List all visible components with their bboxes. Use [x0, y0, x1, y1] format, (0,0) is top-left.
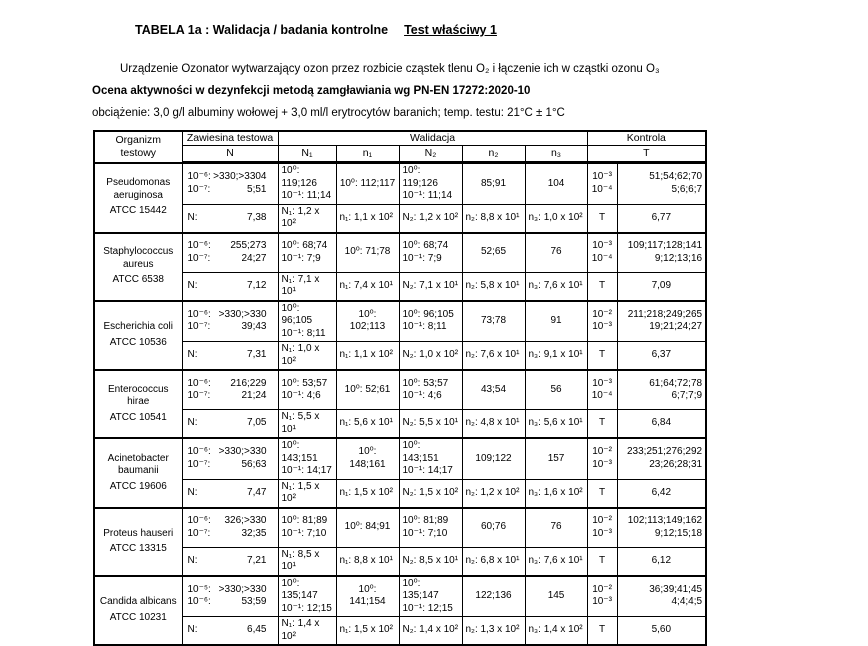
- control-dilutions-cell: [587, 163, 617, 205]
- organism-row-upper: [94, 438, 706, 479]
- N2-counts-line1: 10⁰: 119;126: [402, 165, 438, 189]
- control-dilution-1: 10⁻³: [592, 240, 612, 252]
- suspension-dilution-2: 10⁻⁷:: [187, 321, 211, 333]
- n2-counts-cell: 73;78: [462, 301, 525, 342]
- control-counts-line1: 102;113;149;162: [627, 515, 703, 527]
- control-counts-line2: 9;12;13;16: [654, 252, 703, 264]
- N1-counts-cell: [278, 438, 336, 479]
- n2-counts-cell: 60;76: [462, 508, 525, 548]
- subheader-T: T: [587, 146, 706, 163]
- control-dilution-1: 10⁻²: [592, 583, 612, 595]
- organism-cell: [94, 508, 182, 576]
- control-counts-line1: 233;251;276;292: [627, 446, 703, 458]
- n2-counts-cell: 43;54: [462, 370, 525, 410]
- load-conditions: obciążenie: 3,0 g/l albuminy wołowej + 3,0 ml/l erytrocytów baranich; temp. testu: 21°C ± 1°C: [92, 107, 565, 119]
- n2-result-cell: n₂: 1,3 x 10²: [462, 617, 525, 646]
- N1-counts-line2: 10⁻¹: 7;10: [281, 527, 327, 539]
- suspension-result-value: 6,45: [247, 624, 267, 636]
- document-title: [135, 23, 497, 37]
- suspension-result-cell: [182, 617, 278, 646]
- suspension-dilution-2: 10⁻⁷:: [187, 390, 211, 402]
- n2-result-cell: n₂: 1,2 x 10²: [462, 479, 525, 508]
- subheader-n3: n₃: [525, 146, 587, 163]
- N1-result-cell: N₁: 8,5 x 10¹: [278, 547, 336, 576]
- N1-result-cell: N₁: 7,1 x 10¹: [278, 272, 336, 301]
- suspension-result-value: 7,12: [247, 279, 267, 291]
- n1-result-cell: n₁: 1,1 x 10²: [336, 342, 399, 371]
- suspension-count-1: >330;>330: [218, 308, 267, 320]
- n1-counts-cell: 10⁰: 71;78: [336, 233, 399, 273]
- suspension-result-label: N:: [187, 211, 198, 223]
- suspension-count-1: >330;>330: [218, 446, 267, 458]
- subheader-n1: n₁: [336, 146, 399, 163]
- suspension-result-label: N:: [187, 554, 198, 566]
- N2-counts-line1: 10⁰: 81;89: [402, 515, 449, 527]
- device-description: Urządzenie Ozonator wytwarzający ozon przez rozbicie cząstek tlenu O₂ i łączenie ich w cząstki ozonu O₃: [120, 63, 660, 75]
- control-result-label: T: [587, 342, 617, 371]
- n1-counts-cell: 10⁰: 112;117: [336, 163, 399, 205]
- n2-result-cell: n₂: 5,8 x 10¹: [462, 272, 525, 301]
- suspension-count-1: 326;>330: [224, 515, 267, 527]
- N2-counts-cell: [399, 508, 462, 548]
- control-dilutions-cell: [587, 508, 617, 548]
- organism-row-lower: [94, 547, 706, 576]
- column-header-organism: Organizm testowy: [94, 131, 182, 163]
- N1-counts-line2: 10⁻¹: 4;6: [281, 390, 321, 402]
- N1-counts-line1: 10⁰: 96;105: [281, 302, 313, 327]
- n3-result-cell: n₃: 5,6 x 10¹: [525, 410, 587, 439]
- N1-result-cell: N₁: 1,4 x 10²: [278, 617, 336, 646]
- subheader-N2: N₂: [399, 146, 462, 163]
- suspension-counts-cell: [182, 233, 278, 273]
- organism-atcc: ATCC 6538: [112, 274, 164, 286]
- N2-counts-line2: 10⁻¹: 12;15: [402, 602, 453, 614]
- n3-counts-cell: 104: [525, 163, 587, 205]
- organism-name: Enterococcus hirae: [107, 383, 169, 408]
- n3-counts-cell: 145: [525, 576, 587, 617]
- control-result-value: 5,60: [617, 617, 706, 646]
- control-counts-line1: 61;64;72;78: [649, 377, 703, 389]
- N2-counts-line2: 10⁻¹: 11;14: [402, 190, 453, 202]
- N1-result-cell: N₁: 1,2 x 10²: [278, 204, 336, 233]
- n1-result-cell: n₁: 1,5 x 10²: [336, 617, 399, 646]
- suspension-result-label: N:: [187, 486, 198, 498]
- n3-counts-cell: 76: [525, 508, 587, 548]
- N1-counts-line2: 10⁻¹: 8;11: [281, 327, 326, 339]
- N1-counts-line2: 10⁻¹: 12;15: [281, 602, 332, 614]
- control-result-label: T: [587, 479, 617, 508]
- N2-counts-line2: 10⁻¹: 7;10: [402, 527, 448, 539]
- N1-counts-cell: [278, 370, 336, 410]
- N2-counts-line1: 10⁰: 68;74: [402, 240, 449, 252]
- suspension-count-1: >330;>3304: [213, 171, 267, 183]
- control-dilutions-cell: [587, 301, 617, 342]
- organism-cell: [94, 438, 182, 508]
- suspension-dilution-2: 10⁻⁷:: [187, 458, 211, 470]
- control-counts-line2: 6;7;7;9: [671, 390, 703, 402]
- N2-counts-cell: [399, 233, 462, 273]
- n1-result-cell: n₁: 1,1 x 10²: [336, 204, 399, 233]
- n2-counts-cell: 52;65: [462, 233, 525, 273]
- validation-results-table: [93, 130, 707, 646]
- organism-name: Candida albicans: [99, 596, 177, 608]
- suspension-counts-cell: [182, 370, 278, 410]
- suspension-counts-cell: [182, 301, 278, 342]
- control-dilution-2: 10⁻³: [592, 596, 612, 608]
- N1-counts-line2: 10⁻¹: 14;17: [281, 465, 332, 477]
- control-dilution-1: 10⁻²: [592, 515, 612, 527]
- control-result-value: 6,77: [617, 204, 706, 233]
- suspension-dilution-2: 10⁻⁷:: [187, 252, 211, 264]
- control-dilution-2: 10⁻⁴: [591, 183, 613, 195]
- control-counts-line2: 4;4;4;5: [671, 596, 703, 608]
- N1-counts-line1: 10⁰: 68;74: [281, 240, 328, 252]
- organism-row-lower: [94, 204, 706, 233]
- n3-counts-cell: 76: [525, 233, 587, 273]
- n1-result-cell: n₁: 1,5 x 10²: [336, 479, 399, 508]
- suspension-result-cell: [182, 410, 278, 439]
- N2-counts-cell: [399, 370, 462, 410]
- N1-result-cell: N₁: 1,5 x 10²: [278, 479, 336, 508]
- control-result-value: 6,42: [617, 479, 706, 508]
- N2-counts-cell: [399, 301, 462, 342]
- suspension-result-value: 7,21: [247, 554, 267, 566]
- control-counts-cell: [617, 301, 706, 342]
- N1-result-cell: N₁: 1,0 x 10²: [278, 342, 336, 371]
- organism-row-lower: [94, 410, 706, 439]
- N2-counts-line2: 10⁻¹: 7;9: [402, 252, 442, 264]
- control-counts-cell: [617, 233, 706, 273]
- N1-counts-line2: 10⁻¹: 7;9: [281, 252, 321, 264]
- N2-counts-line2: 10⁻¹: 4;6: [402, 390, 442, 402]
- n2-counts-cell: 109;122: [462, 438, 525, 479]
- n3-result-cell: n₃: 1,0 x 10²: [525, 204, 587, 233]
- n1-result-cell: n₁: 5,6 x 10¹: [336, 410, 399, 439]
- organism-row-lower: [94, 272, 706, 301]
- control-dilutions-cell: [587, 370, 617, 410]
- suspension-dilution-2: 10⁻⁷:: [187, 183, 211, 195]
- suspension-count-1: >330;>330: [218, 583, 267, 595]
- suspension-count-2: 39;43: [241, 321, 267, 333]
- n2-result-cell: n₂: 7,6 x 10¹: [462, 342, 525, 371]
- organism-cell: [94, 301, 182, 371]
- control-dilution-1: 10⁻³: [592, 171, 612, 183]
- N2-result-cell: N₂: 5,5 x 10¹: [399, 410, 462, 439]
- title-main: TABELA 1a : Walidacja / badania kontrolne: [135, 23, 389, 37]
- organism-name: Pseudomonas aeruginosa: [106, 177, 171, 201]
- control-dilution-1: 10⁻²: [592, 446, 612, 458]
- control-result-value: 6,37: [617, 342, 706, 371]
- control-dilutions-cell: [587, 438, 617, 479]
- n3-result-cell: n₃: 1,6 x 10²: [525, 479, 587, 508]
- N1-counts-line1: 10⁰: 53;57: [281, 377, 328, 389]
- header-row-1: [94, 131, 706, 146]
- N2-counts-line2: 10⁻¹: 14;17: [402, 465, 453, 477]
- n1-counts-cell: 10⁰: 141;154: [336, 576, 399, 617]
- control-result-value: 6,12: [617, 547, 706, 576]
- n3-counts-cell: 91: [525, 301, 587, 342]
- subheader-n2: n₂: [462, 146, 525, 163]
- control-counts-line1: 211;218;249;265: [627, 308, 703, 320]
- suspension-result-value: 7,31: [247, 349, 267, 361]
- suspension-count-2: 24;27: [241, 252, 267, 264]
- header-row-2: [94, 146, 706, 163]
- n3-counts-cell: 157: [525, 438, 587, 479]
- N2-counts-line2: 10⁻¹: 8;11: [402, 321, 447, 333]
- column-header-control: Kontrola: [587, 131, 706, 146]
- organism-atcc: ATCC 15442: [109, 205, 167, 217]
- suspension-result-label: N:: [187, 349, 198, 361]
- control-dilution-2: 10⁻³: [592, 527, 612, 539]
- suspension-count-2: 53;59: [241, 596, 267, 608]
- n1-counts-cell: 10⁰: 52;61: [336, 370, 399, 410]
- method-description: Ocena aktywności w dezynfekcji metodą zamgławiania wg PN-EN 17272:2020-10: [92, 85, 531, 97]
- suspension-dilution-1: 10⁻⁶:: [187, 171, 211, 183]
- suspension-counts-cell: [182, 438, 278, 479]
- control-counts-cell: [617, 163, 706, 205]
- organism-row-lower: [94, 479, 706, 508]
- suspension-result-value: 7,05: [247, 417, 267, 429]
- n3-result-cell: n₃: 7,6 x 10¹: [525, 272, 587, 301]
- n1-counts-cell: 10⁰: 148;161: [336, 438, 399, 479]
- organism-cell: [94, 163, 182, 233]
- n2-counts-cell: 122;136: [462, 576, 525, 617]
- control-dilution-2: 10⁻³: [592, 321, 612, 333]
- N1-counts-cell: [278, 233, 336, 273]
- control-dilution-2: 10⁻⁴: [591, 390, 613, 402]
- control-dilution-2: 10⁻³: [592, 458, 612, 470]
- organism-cell: [94, 370, 182, 438]
- organism-name: Escherichia coli: [103, 321, 173, 333]
- N2-counts-line1: 10⁰: 135;147: [402, 577, 439, 602]
- suspension-dilution-2: 10⁻⁶:: [187, 596, 211, 608]
- control-result-label: T: [587, 204, 617, 233]
- control-dilution-2: 10⁻⁴: [591, 252, 613, 264]
- organism-atcc: ATCC 19606: [109, 480, 167, 492]
- organism-name: Acinetobacter baumanii: [107, 452, 169, 477]
- N1-counts-line1: 10⁰: 81;89: [281, 515, 328, 527]
- control-dilution-1: 10⁻²: [592, 308, 612, 320]
- control-result-value: 6,84: [617, 410, 706, 439]
- N2-counts-cell: [399, 163, 462, 205]
- title-test-name: Test właściwy 1: [404, 23, 497, 37]
- control-result-label: T: [587, 547, 617, 576]
- organism-atcc: ATCC 10536: [109, 336, 167, 348]
- N2-result-cell: N₂: 1,2 x 10²: [399, 204, 462, 233]
- control-counts-cell: [617, 370, 706, 410]
- N2-counts-line1: 10⁰: 143;151: [402, 440, 439, 464]
- suspension-result-cell: [182, 479, 278, 508]
- suspension-dilution-1: 10⁻⁶:: [187, 240, 211, 252]
- control-counts-line1: 36;39;41;45: [649, 583, 703, 595]
- suspension-result-cell: [182, 342, 278, 371]
- suspension-counts-cell: [182, 163, 278, 205]
- N2-result-cell: N₂: 7,1 x 10¹: [399, 272, 462, 301]
- control-result-value: 7,09: [617, 272, 706, 301]
- suspension-result-value: 7,47: [247, 486, 267, 498]
- N2-result-cell: N₂: 1,0 x 10²: [399, 342, 462, 371]
- suspension-result-cell: [182, 272, 278, 301]
- suspension-dilution-1: 10⁻⁶:: [187, 515, 211, 527]
- N2-counts-line1: 10⁰: 96;105: [402, 308, 454, 320]
- control-counts-line2: 19;21;24;27: [649, 321, 703, 333]
- N1-counts-line1: 10⁰: 119;126: [281, 165, 317, 189]
- control-result-label: T: [587, 410, 617, 439]
- control-counts-line1: 109;117;128;141: [627, 240, 703, 252]
- organism-atcc: ATCC 10231: [109, 611, 167, 623]
- n3-counts-cell: 56: [525, 370, 587, 410]
- organism-atcc: ATCC 13315: [109, 543, 167, 555]
- organism-row-upper: [94, 233, 706, 273]
- organism-cell: [94, 576, 182, 646]
- n3-result-cell: n₃: 7,6 x 10¹: [525, 547, 587, 576]
- control-counts-cell: [617, 508, 706, 548]
- control-counts-line2: 5;6;6;7: [671, 183, 703, 195]
- suspension-result-value: 7,38: [247, 211, 267, 223]
- N1-result-cell: N₁: 5,5 x 10¹: [278, 410, 336, 439]
- organism-atcc: ATCC 10541: [109, 411, 167, 423]
- N1-counts-line1: 10⁰: 143;151: [281, 440, 318, 464]
- organism-row-lower: [94, 617, 706, 646]
- suspension-result-label: N:: [187, 417, 198, 429]
- suspension-dilution-1: 10⁻⁶:: [187, 377, 211, 389]
- column-header-validation: Walidacja: [278, 131, 587, 146]
- n2-result-cell: n₂: 4,8 x 10¹: [462, 410, 525, 439]
- organism-row-upper: [94, 301, 706, 342]
- control-counts-line2: 23;26;28;31: [649, 458, 703, 470]
- control-result-label: T: [587, 272, 617, 301]
- N2-result-cell: N₂: 1,4 x 10²: [399, 617, 462, 646]
- subheader-N1: N₁: [278, 146, 336, 163]
- suspension-dilution-1: 10⁻⁵:: [187, 583, 211, 595]
- control-counts-cell: [617, 438, 706, 479]
- suspension-count-2: 21;24: [241, 390, 267, 402]
- n2-result-cell: n₂: 8,8 x 10¹: [462, 204, 525, 233]
- N1-counts-line1: 10⁰: 135;147: [281, 577, 318, 602]
- organism-row-upper: [94, 508, 706, 548]
- organism-cell: [94, 233, 182, 301]
- control-dilution-1: 10⁻³: [592, 377, 612, 389]
- n2-counts-cell: 85;91: [462, 163, 525, 205]
- n1-counts-cell: 10⁰: 84;91: [336, 508, 399, 548]
- suspension-count-2: 5;51: [247, 183, 267, 195]
- control-counts-line2: 9;12;15;18: [654, 527, 703, 539]
- N1-counts-cell: [278, 301, 336, 342]
- n3-result-cell: n₃: 9,1 x 10¹: [525, 342, 587, 371]
- suspension-counts-cell: [182, 508, 278, 548]
- N1-counts-cell: [278, 163, 336, 205]
- organism-row-upper: [94, 163, 706, 205]
- suspension-count-1: 216;229: [230, 377, 267, 389]
- n3-result-cell: n₃: 1,4 x 10²: [525, 617, 587, 646]
- suspension-dilution-1: 10⁻⁶:: [187, 308, 211, 320]
- organism-name: Proteus hauseri: [103, 527, 174, 539]
- control-dilutions-cell: [587, 233, 617, 273]
- N1-counts-cell: [278, 508, 336, 548]
- suspension-count-2: 56;63: [241, 458, 267, 470]
- N2-counts-cell: [399, 438, 462, 479]
- n1-counts-cell: 10⁰: 102;113: [336, 301, 399, 342]
- organism-row-lower: [94, 342, 706, 371]
- N2-result-cell: N₂: 8,5 x 10¹: [399, 547, 462, 576]
- suspension-count-1: 255;273: [230, 240, 267, 252]
- control-result-label: T: [587, 617, 617, 646]
- suspension-dilution-2: 10⁻⁷:: [187, 527, 211, 539]
- n1-result-cell: n₁: 7,4 x 10¹: [336, 272, 399, 301]
- column-header-suspension: Zawiesina testowa: [182, 131, 278, 146]
- suspension-result-cell: [182, 547, 278, 576]
- suspension-result-label: N:: [187, 624, 198, 636]
- n2-result-cell: n₂: 6,8 x 10¹: [462, 547, 525, 576]
- organism-name: Staphylococcus aureus: [103, 246, 174, 270]
- n1-result-cell: n₁: 8,8 x 10¹: [336, 547, 399, 576]
- N2-counts-line1: 10⁰: 53;57: [402, 377, 449, 389]
- suspension-dilution-1: 10⁻⁶:: [187, 446, 211, 458]
- N2-result-cell: N₂: 1,5 x 10²: [399, 479, 462, 508]
- subheader-N: N: [182, 146, 278, 163]
- control-counts-line1: 51;54;62;70: [649, 171, 703, 183]
- suspension-result-cell: [182, 204, 278, 233]
- suspension-result-label: N:: [187, 279, 198, 291]
- organism-row-upper: [94, 370, 706, 410]
- N1-counts-line2: 10⁻¹: 11;14: [281, 190, 332, 202]
- suspension-count-2: 32;35: [241, 527, 267, 539]
